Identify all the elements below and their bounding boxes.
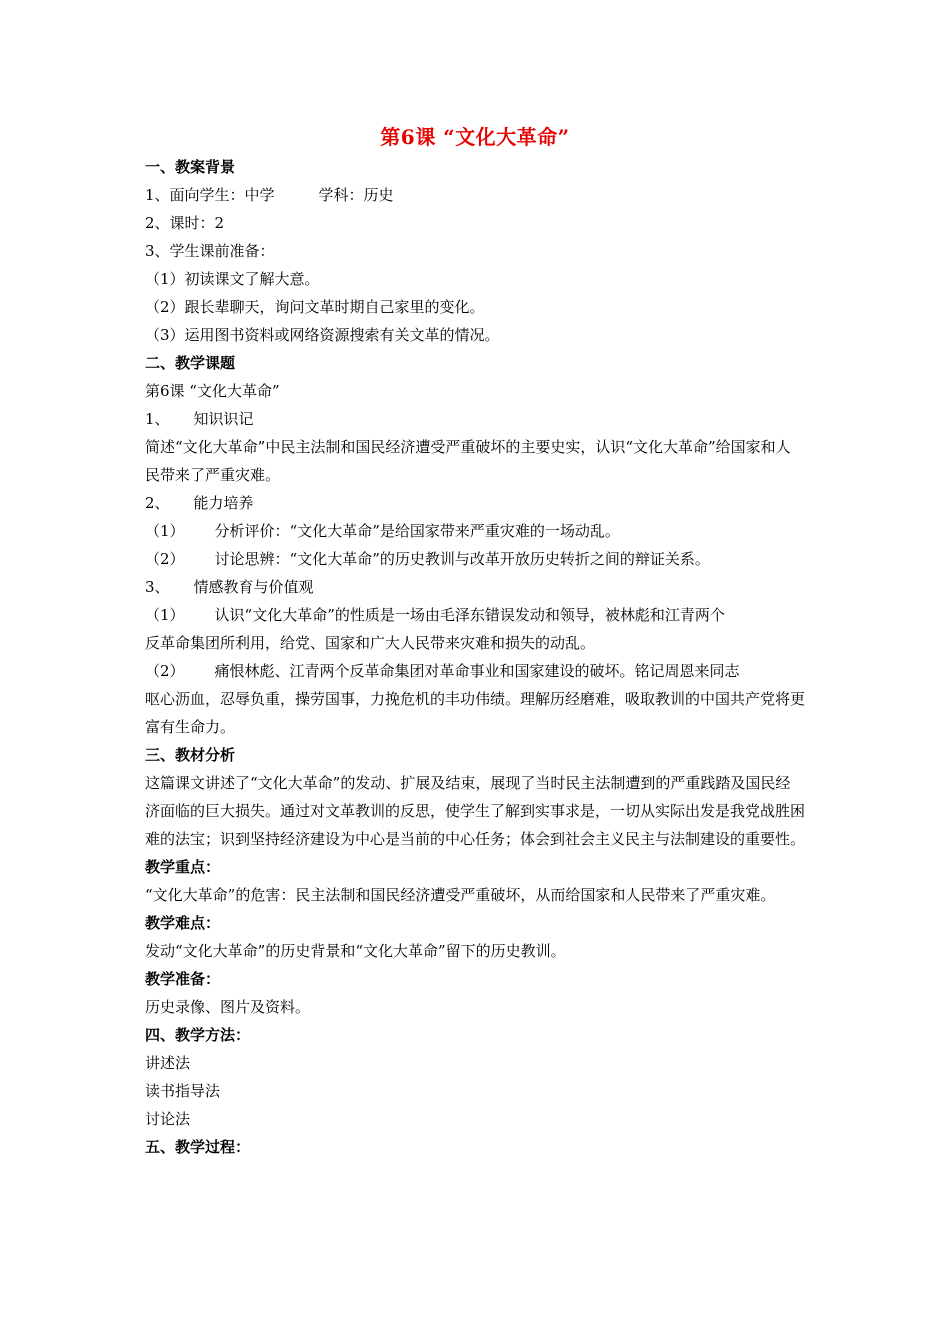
item-label: 知识识记 bbox=[193, 410, 254, 428]
item-number: （2） bbox=[145, 550, 185, 568]
values-item-2-continued: 呕心沥血，忍辱负重，操劳国事，力挽危机的丰功伟绩。理解历经磨难，吸取教训的中国共产党将更富有生命力。 bbox=[145, 690, 806, 736]
target-line bbox=[145, 181, 805, 209]
difficulties-heading: 教学难点： bbox=[145, 914, 221, 932]
target-students: 1、面向学生：中学 bbox=[145, 186, 275, 204]
method-item: 讨论法 bbox=[145, 1110, 191, 1128]
page-title: 第6课 “文化大革命” bbox=[380, 125, 570, 149]
item-number: 2、 bbox=[145, 494, 170, 512]
preparation-text: 历史录像、图片及资料。 bbox=[145, 998, 311, 1016]
subject: 学科：历史 bbox=[318, 186, 394, 204]
item-number: （1） bbox=[145, 522, 185, 540]
preparation-heading: 教学准备： bbox=[145, 970, 221, 988]
section-heading-topic: 二、教学课题 bbox=[145, 354, 236, 372]
item-number: 3、 bbox=[145, 578, 170, 596]
ability-item-1 bbox=[145, 517, 805, 545]
item-text: 认识“文化大革命”的性质是一场由毛泽东错误发动和领导，被林彪和江青两个 bbox=[214, 606, 725, 624]
objective-values bbox=[145, 573, 805, 601]
prep-item-2: （2）跟长辈聊天，询问文革时期自己家里的变化。 bbox=[145, 298, 485, 316]
section-heading-process: 五、教学过程： bbox=[145, 1138, 251, 1156]
item-number: （1） bbox=[145, 606, 185, 624]
values-item-1-continued: 反革命集团所利用，给党、国家和广大人民带来灾难和损失的动乱。 bbox=[145, 634, 596, 652]
values-item-2 bbox=[145, 657, 805, 685]
values-item-1 bbox=[145, 601, 805, 629]
item-label: 情感教育与价值观 bbox=[193, 578, 314, 596]
student-preparation: 3、学生课前准备： bbox=[145, 242, 275, 260]
prep-item-3: （3）运用图书资料或网络资源搜索有关文革的情况。 bbox=[145, 326, 500, 344]
objective-ability bbox=[145, 489, 805, 517]
lesson-name: 第6课 “文化大革命” bbox=[145, 382, 280, 400]
method-item: 读书指导法 bbox=[145, 1082, 221, 1100]
key-points-heading: 教学重点： bbox=[145, 858, 221, 876]
key-points-text: “文化大革命”的危害：民主法制和国民经济遭受严重破坏，从而给国家和人民带来了严重灾难。 bbox=[145, 886, 776, 904]
item-text: 痛恨林彪、江青两个反革命集团对革命事业和国家建设的破坏。铭记周恩来同志 bbox=[214, 662, 740, 680]
item-number: （2） bbox=[145, 662, 185, 680]
knowledge-text: 简述“文化大革命”中民主法制和国民经济遭受严重破坏的主要史实，认识“文化大革命”给国家和人民带来了严重灾难。 bbox=[145, 438, 791, 484]
section-heading-methods: 四、教学方法： bbox=[145, 1026, 251, 1044]
objective-knowledge bbox=[145, 405, 805, 433]
method-item: 讲述法 bbox=[145, 1054, 191, 1072]
prep-item-1: （1）初读课文了解大意。 bbox=[145, 270, 320, 288]
document-body bbox=[145, 153, 805, 1161]
section-heading-analysis: 三、教材分析 bbox=[145, 746, 236, 764]
difficulties-text: 发动“文化大革命”的历史背景和“文化大革命”留下的历史教训。 bbox=[145, 942, 566, 960]
ability-item-2 bbox=[145, 545, 805, 573]
class-hours: 2、课时：2 bbox=[145, 214, 225, 232]
section-heading-background: 一、教案背景 bbox=[145, 158, 236, 176]
analysis-text: 这篇课文讲述了“文化大革命”的发动、扩展及结束，展现了当时民主法制遭到的严重践踏及国民经济面临的巨大损失。通过对文革教训的反思，使学生了解到实事求是，一切从实际出发是我党战胜困难的法宝；识到坚持经济建设为中心是当前的中心任务；体会到社会主义民主与法制建设的重要性。 bbox=[145, 774, 806, 848]
item-text: 讨论思辨：“文化大革命”的历史教训与改革开放历史转折之间的辩证关系。 bbox=[214, 550, 710, 568]
item-text: 分析评价：“文化大革命”是给国家带来严重灾难的一场动乱。 bbox=[214, 522, 620, 540]
item-label: 能力培养 bbox=[193, 494, 254, 512]
item-number: 1、 bbox=[145, 410, 170, 428]
